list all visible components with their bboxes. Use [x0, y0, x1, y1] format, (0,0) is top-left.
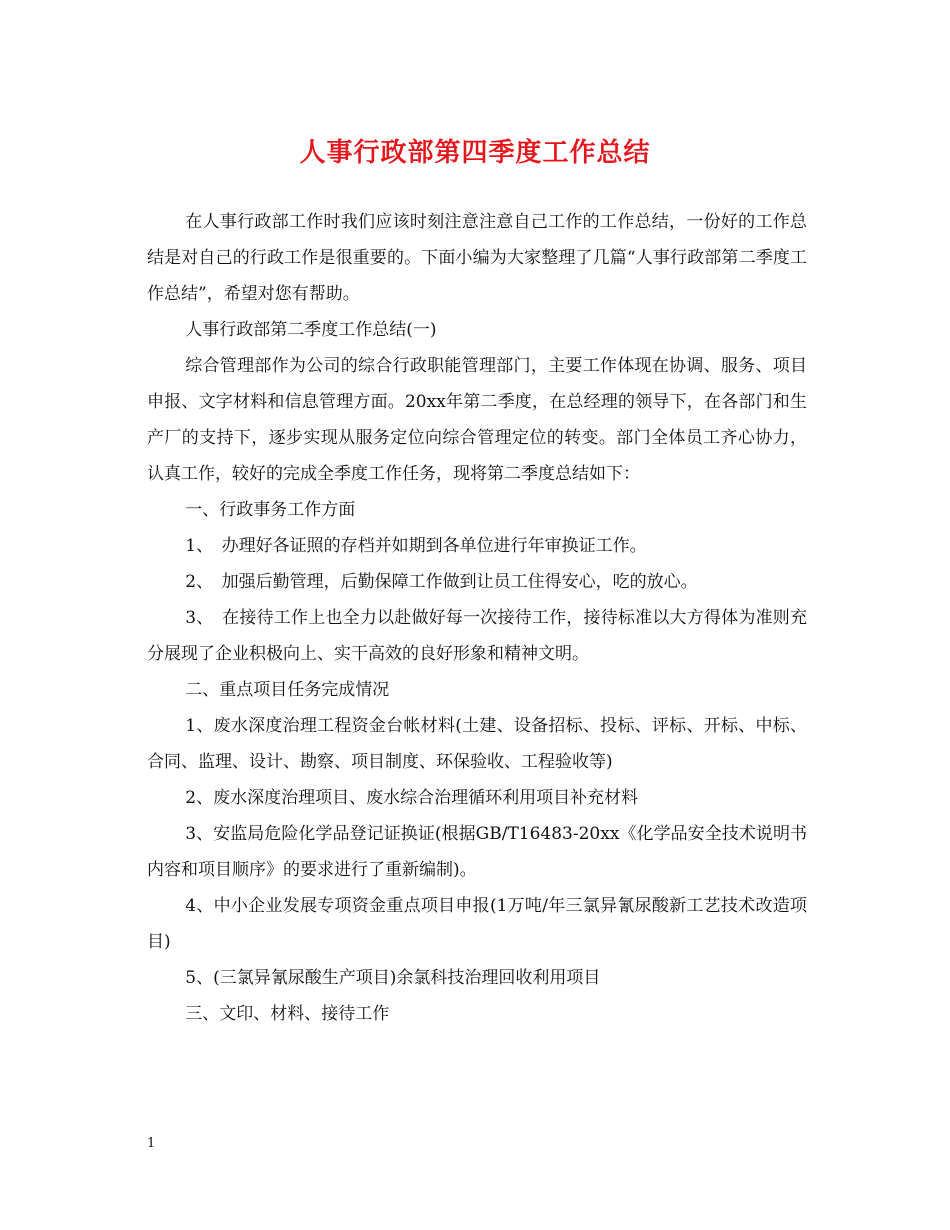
section-heading-2: 二、重点项目任务完成情况	[185, 680, 390, 700]
list-item: 2、 加强后勤管理，后勤保障工作做到让员工住得安心，吃的放心。	[185, 572, 698, 592]
section-heading-1: 一、行政事务工作方面	[185, 500, 356, 520]
document-body	[147, 204, 807, 1032]
list-item: 3、 在接待工作上也全力以赴做好每一次接待工作，接待标准以大方得体为准则充分展现了企业积极向上、实干高效的良好形象和精神文明。	[147, 608, 807, 664]
paragraph-subtitle: 人事行政部第二季度工作总结(一)	[185, 320, 437, 340]
paragraph-intro: 在人事行政部工作时我们应该时刻注意注意自己工作的工作总结，一份好的工作总结是对自己的行政工作是很重要的。下面小编为大家整理了几篇“人事行政部第二季度工作总结”，希望对您有帮助。	[147, 212, 807, 304]
document-title: 人事行政部第四季度工作总结	[299, 138, 651, 168]
paragraph-overview: 综合管理部作为公司的综合行政职能管理部门，主要工作体现在协调、服务、项目申报、文字材料和信息管理方面。20xx年第二季度，在总经理的领导下，在各部门和生产厂的支持下，逐步实现从服务定位向综合管理定位的转变。部门全体员工齐心协力，认真工作，较好的完成全季度工作任务，现将第二季度总结如下：	[147, 356, 807, 484]
list-item: 1、废水深度治理工程资金台帐材料(土建、设备招标、投标、评标、开标、中标、合同、监理、设计、勘察、项目制度、环保验收、工程验收等)	[147, 716, 807, 772]
list-item: 2、废水深度治理项目、废水综合治理循环利用项目补充材料	[185, 788, 639, 808]
list-item: 3、安监局危险化学品登记证换证(根据GB/T16483-20xx《化学品安全技术说明书内容和项目顺序》的要求进行了重新编制)。	[147, 824, 807, 880]
list-item: 4、中小企业发展专项资金重点项目申报(1万吨/年三氯异氰尿酸新工艺技术改造项目)	[147, 896, 807, 952]
section-heading-3: 三、文印、材料、接待工作	[185, 1004, 390, 1024]
list-item: 1、 办理好各证照的存档并如期到各单位进行年审换证工作。	[185, 536, 647, 556]
list-item: 5、(三氯异氰尿酸生产项目)余氯科技治理回收利用项目	[185, 968, 601, 988]
page-number: 1	[147, 1136, 156, 1151]
